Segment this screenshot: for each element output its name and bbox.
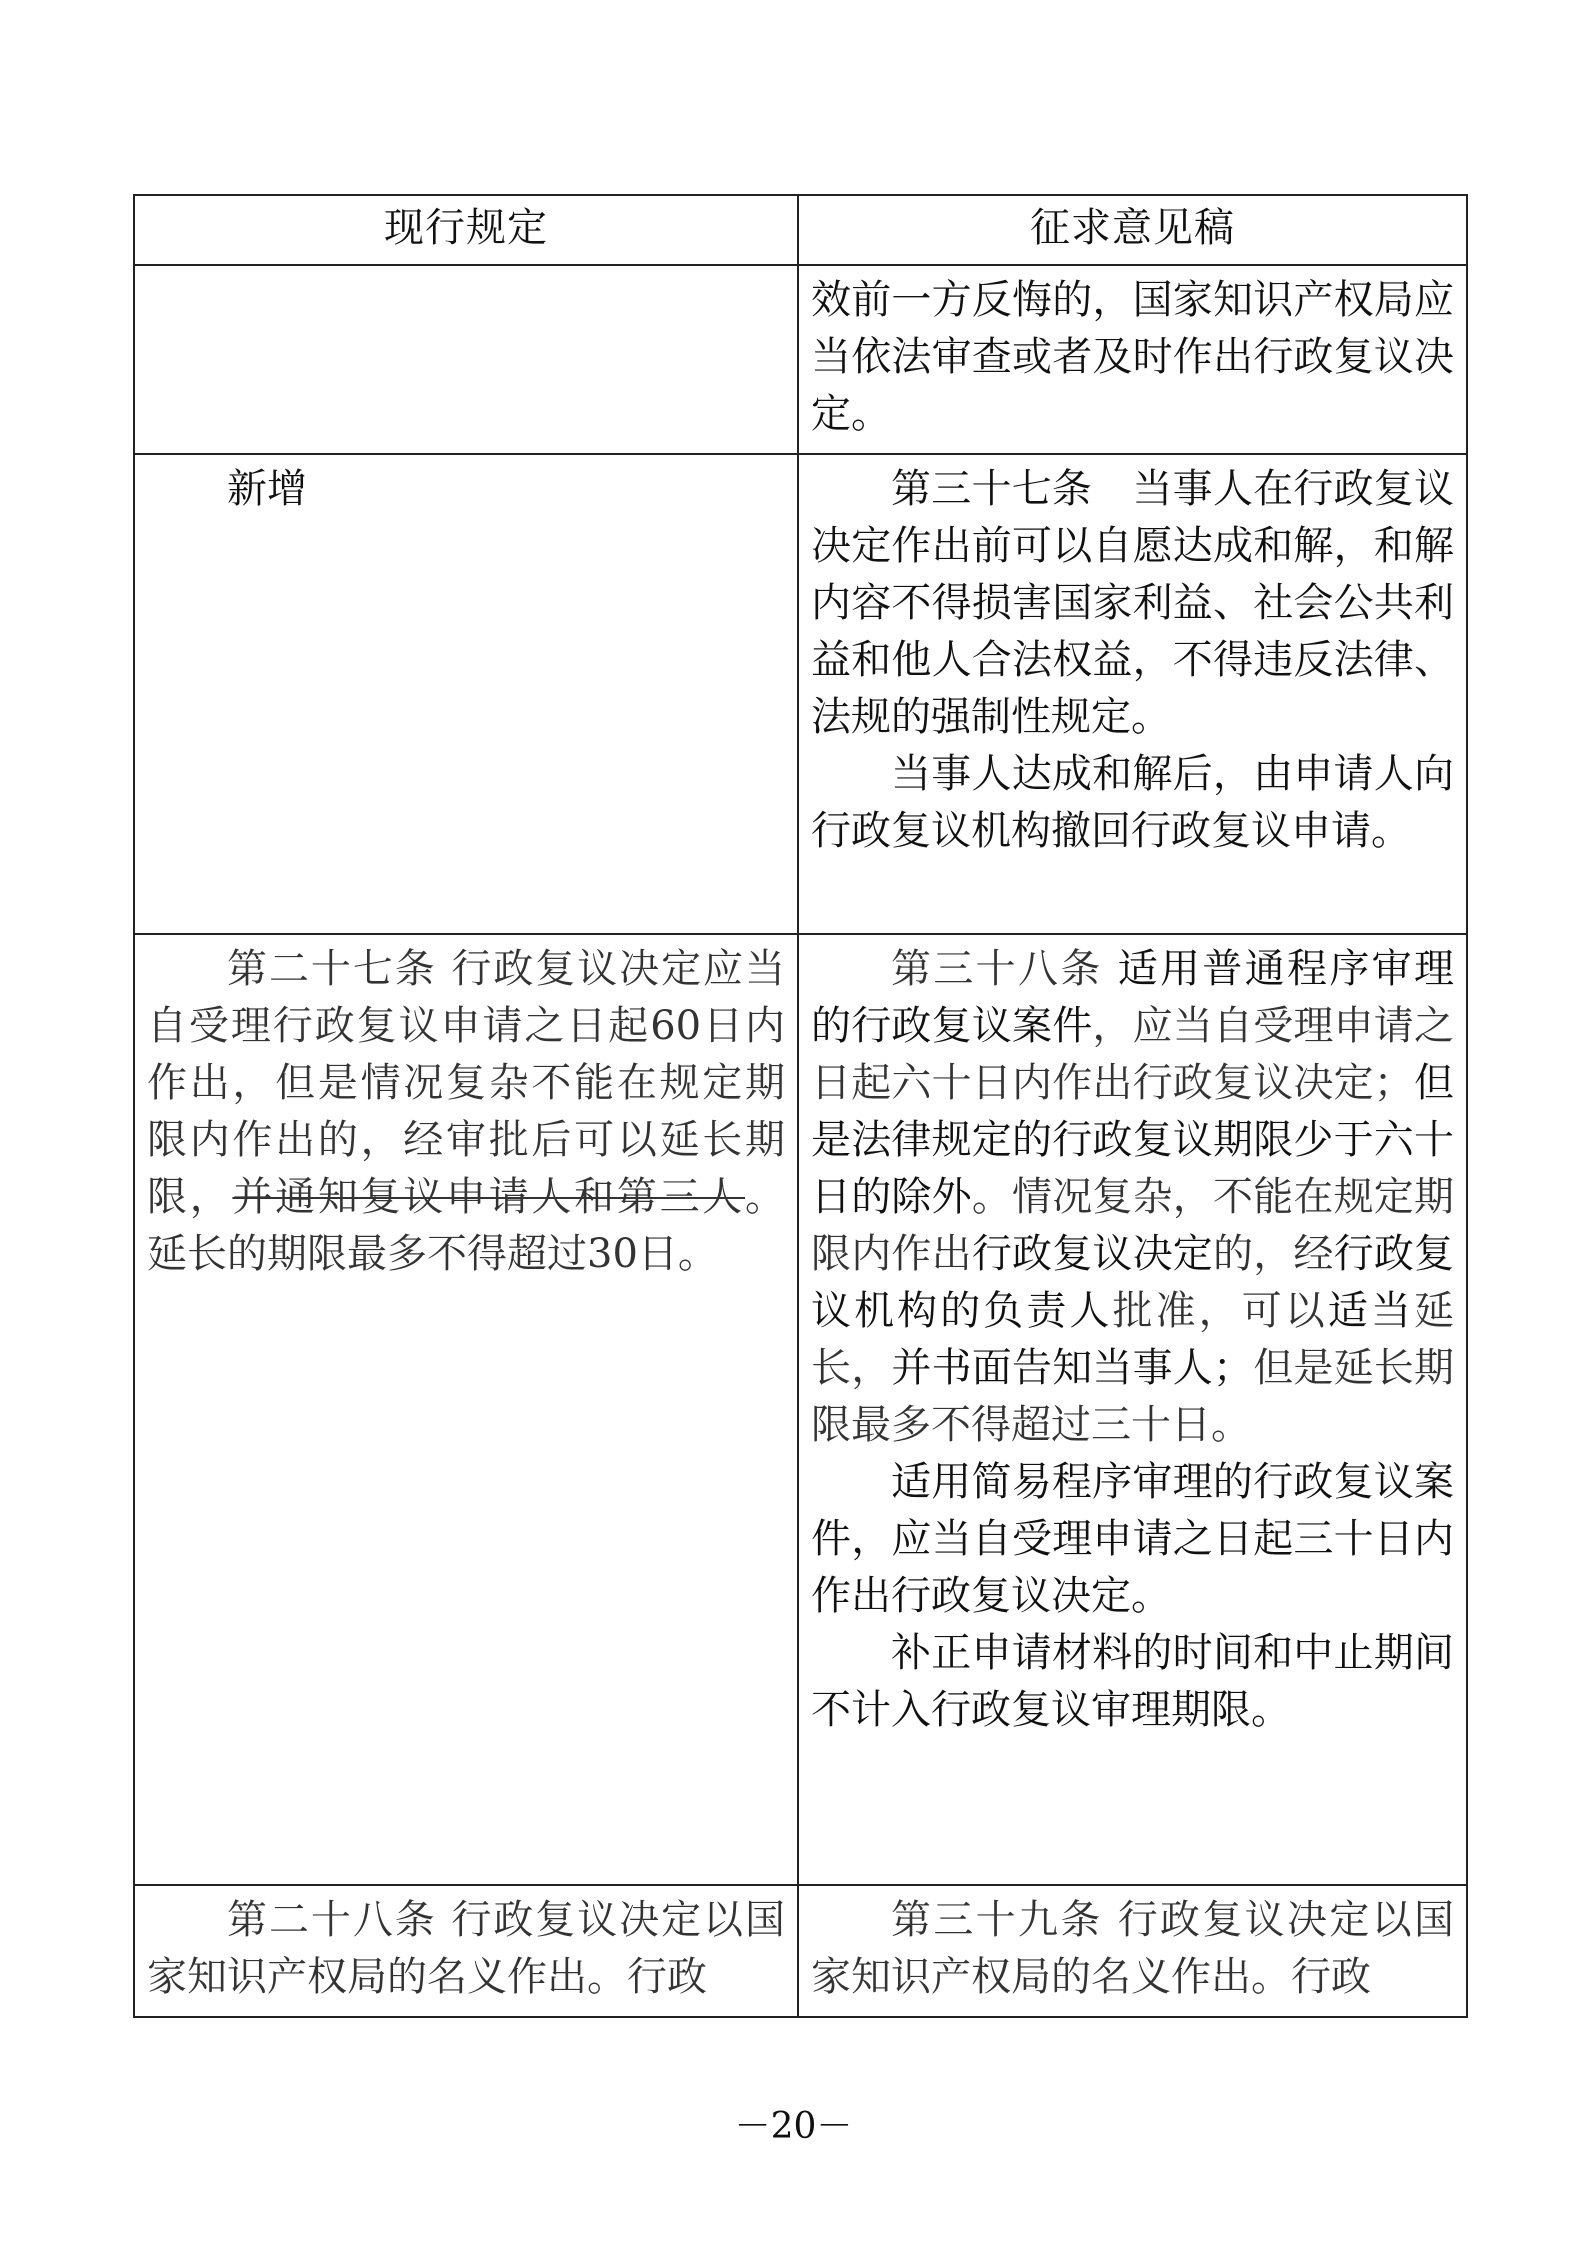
table-header-row (134, 195, 1467, 265)
cell-current (134, 934, 798, 1885)
cell-draft (798, 454, 1467, 934)
cell-current (134, 1885, 798, 2017)
page-number: －20－ (734, 2106, 853, 2147)
added-text: 行政复议机构的负责人 (811, 1231, 1455, 1334)
header-current-rules: 现行规定 (134, 195, 798, 265)
table-row (134, 265, 1467, 454)
draft-article-37: 第三十七条 当事人在行政复议决定作出前可以自愿达成和解，和解内容不得损害国家利益、社会公共利益和他人合法权益，不得违反法律、法规的强制性规定。 (811, 466, 1454, 740)
added-text: 适当 (1327, 1288, 1415, 1334)
unchanged-text: 的，经 (1213, 1231, 1334, 1277)
current-article-28: 第二十八条 行政复议决定以国家知识产权局的名义作出。行政 (147, 1897, 785, 2000)
added-text: 但是法律规定的行政复议期限少于六十日的除外 (811, 1060, 1455, 1220)
unchanged-text: 批准，可以 (1112, 1288, 1328, 1334)
added-text: 适用普通程序审理的行政复议案件 (811, 946, 1455, 1049)
unchanged-text: ，应当自受理申请之日起六十日内作出行政复议决定； (811, 1003, 1455, 1106)
current-article-27 (147, 941, 785, 1283)
cell-current (134, 454, 798, 934)
cell-current-empty (134, 265, 798, 454)
unchanged-text: 但是延长期限最多不得超过三十日。 (811, 1345, 1455, 1448)
unchanged-text: 延长， (811, 1288, 1455, 1391)
current-text: 。延长的期限最多不得超过30日。 (147, 1174, 786, 1277)
unchanged-text: 。情况复杂，不能在规定期限内作出 (811, 1174, 1455, 1277)
draft-article-38 (811, 941, 1454, 1454)
draft-paragraph: 补正申请材料的时间和中止期间不计入行政复议审理期限。 (811, 1630, 1454, 1733)
current-paragraph-new-added: 新增 (227, 466, 307, 512)
table-row (134, 1885, 1467, 2017)
table-row (134, 454, 1467, 934)
draft-paragraph: 效前一方反悔的，国家知识产权局应当依法审查或者及时作出行政复议决定。 (811, 277, 1454, 437)
deleted-text: 并通知复议申请人和第三人 (232, 1174, 746, 1220)
added-text: 行政复议决定 (971, 1231, 1214, 1277)
draft-paragraph: 当事人达成和解后，由申请人向行政复议机构撤回行政复议申请。 (811, 751, 1454, 854)
draft-article-39: 第三十九条 行政复议决定以国家知识产权局的名义作出。行政 (811, 1897, 1454, 2000)
cell-draft (798, 265, 1467, 454)
unchanged-text: 第三十八条 (891, 946, 1118, 992)
cell-draft (798, 1885, 1467, 2017)
table-row (134, 934, 1467, 1885)
draft-paragraph: 适用简易程序审理的行政复议案件，应当自受理申请之日起三十日内作出行政复议决定。 (811, 1459, 1454, 1619)
comparison-table (133, 194, 1468, 2018)
header-draft: 征求意见稿 (798, 195, 1467, 265)
cell-draft (798, 934, 1467, 1885)
current-text: 第二十七条 行政复议决定应当自受理行政复议申请之日起60日内作出，但是情况复杂不能在规定期限内作出的，经审批后可以延长期限， (147, 946, 785, 1220)
added-text: 并书面告知当事人； (891, 1345, 1254, 1391)
